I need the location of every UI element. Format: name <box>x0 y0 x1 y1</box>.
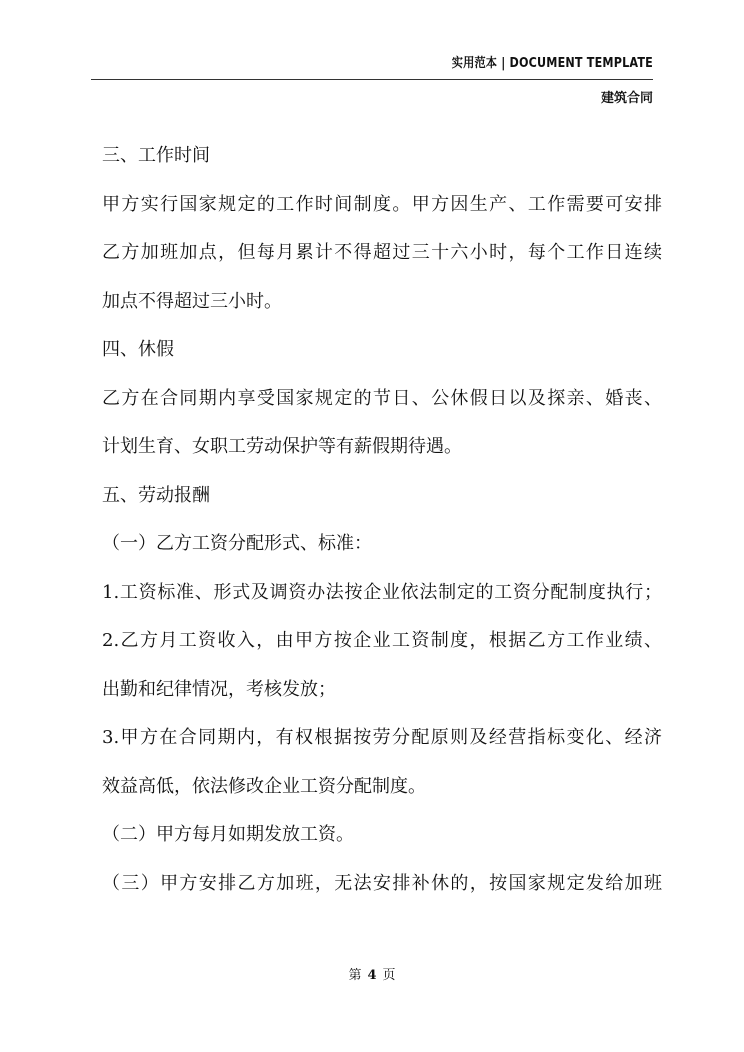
document-body <box>102 136 662 912</box>
paragraph-line: 乙方加班加点，但每月累计不得超过三十六小时，每个工作日连续 <box>102 242 662 263</box>
paragraph-line: 乙方在合同期内享受国家规定的节日、公休假日以及探亲、婚丧、 <box>102 387 662 409</box>
paragraph-line: 甲方实行国家规定的工作时间制度。甲方因生产、工作需要可安排 <box>102 193 662 215</box>
paragraph-line: 3.甲方在合同期内，有权根据按劳分配原则及经营指标变化、经济 <box>102 727 662 748</box>
paragraph-line: 加点不得超过三小时。 <box>102 290 282 312</box>
section-heading-work-hours: 三、工作时间 <box>102 145 210 166</box>
page-label-suffix: 页 <box>382 968 396 983</box>
document-category: 建筑合同 <box>600 91 653 106</box>
paragraph-line: 效益高低，依法修改企业工资分配制度。 <box>102 775 426 797</box>
document-header-title: 实用范本 | DOCUMENT TEMPLATE <box>451 56 653 71</box>
subsection-heading: （二）甲方每月如期发放工资。 <box>102 824 354 845</box>
subsection-heading: （三）甲方安排乙方加班，无法安排补休的，按国家规定发给加班 <box>102 872 662 894</box>
page-footer <box>0 964 744 983</box>
section-heading-leave: 四、休假 <box>102 339 174 360</box>
subsection-heading: （一）乙方工资分配形式、标准： <box>102 533 372 554</box>
paragraph-line: 2.乙方月工资收入，由甲方按企业工资制度，根据乙方工作业绩、 <box>102 630 662 651</box>
page-number: 4 <box>367 968 377 983</box>
paragraph-line: 1.工资标准、形式及调资办法按企业依法制定的工资分配制度执行； <box>102 581 662 603</box>
page-label-prefix: 第 <box>348 968 362 983</box>
paragraph-line: 计划生育、女职工劳动保护等有薪假期待遇。 <box>102 436 462 457</box>
paragraph-line: 出勤和纪律情况，考核发放； <box>102 678 336 700</box>
header-divider <box>91 79 653 80</box>
section-heading-remuneration: 五、劳动报酬 <box>102 484 210 506</box>
